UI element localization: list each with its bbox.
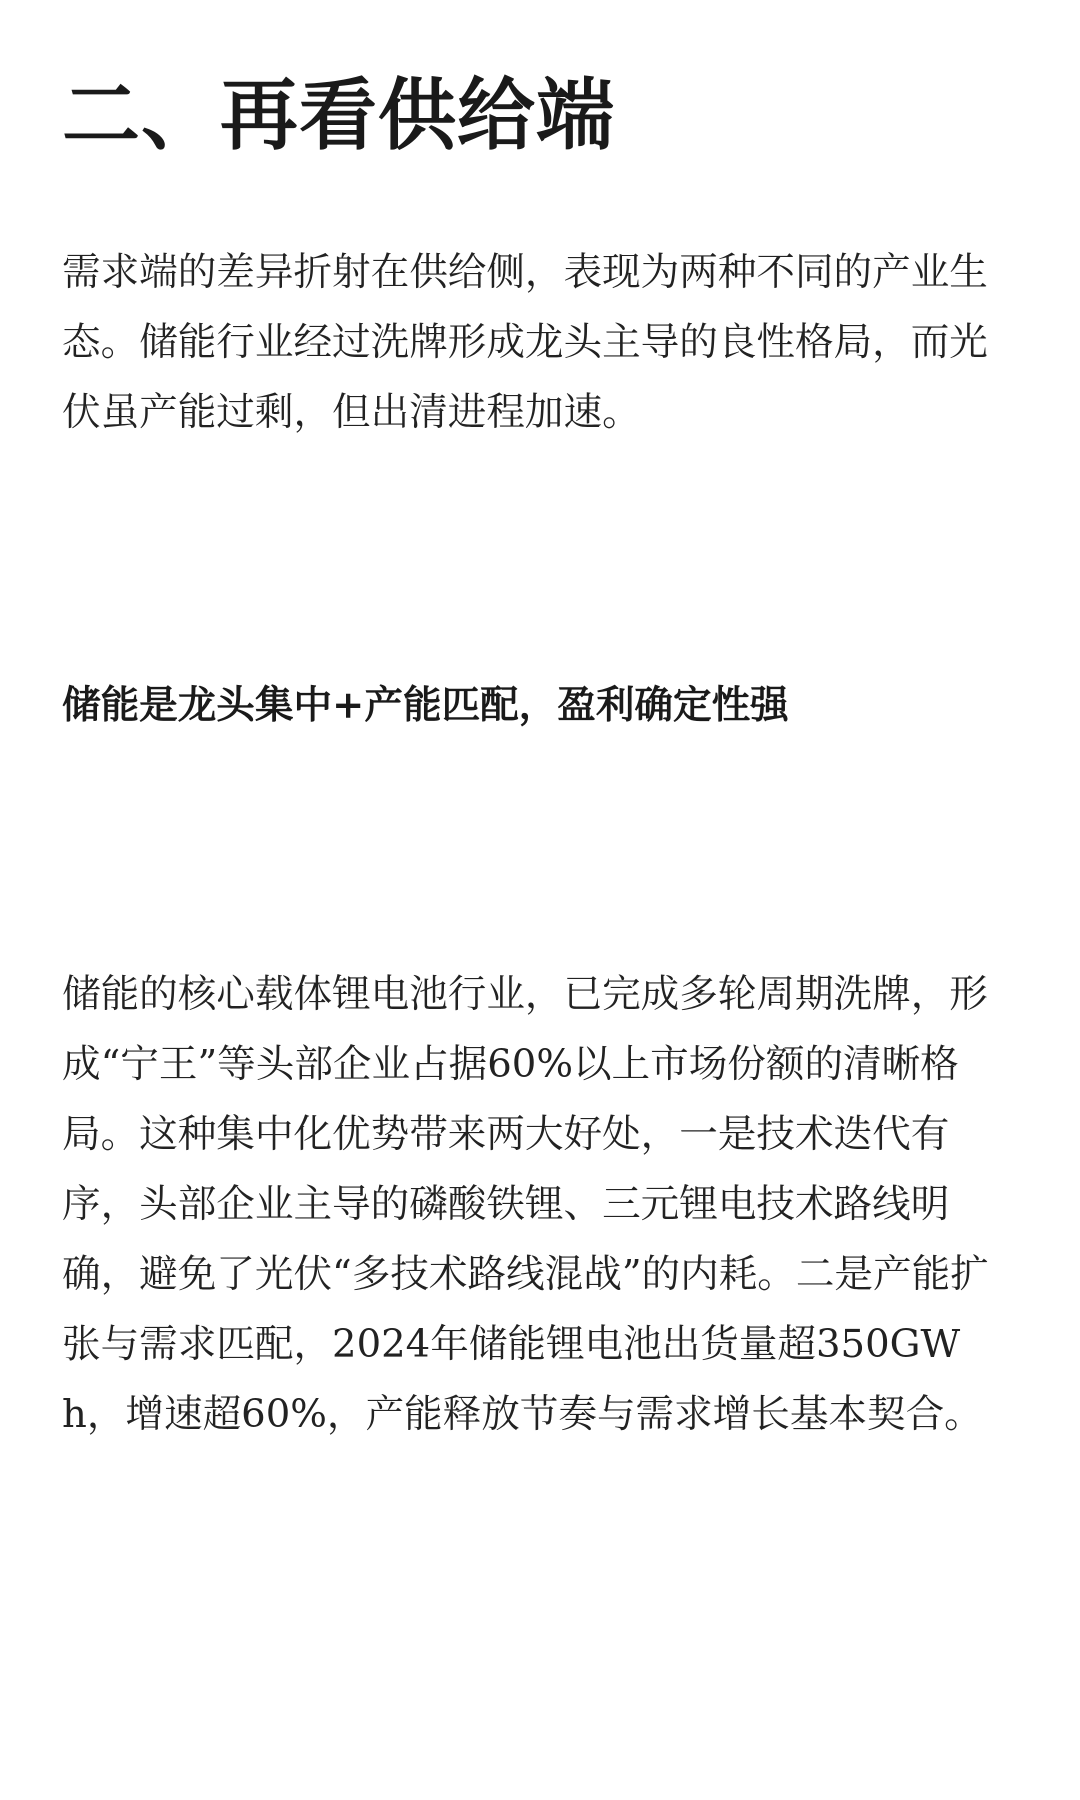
- section-title: 二、再看供给端: [62, 70, 616, 161]
- energy-storage-subheading: 储能是龙头集中+产能匹配，盈利确定性强: [62, 683, 789, 728]
- energy-storage-paragraph: 储能的核心载体锂电池行业，已完成多轮周期洗牌，形成“宁王”等头部企业占据60%以上市场份额的清晰格局。这种集中化优势带来两大好处，一是技术迭代有序，头部企业主导的磷酸铁锂、三元锂电技术路线明确，避免了光伏“多技术路线混战”的内耗。二是产能扩张与需求匹配，2024年储能锂电池出货量超350GWh，增速超60%，产能释放节奏与需求增长基本契合。: [62, 972, 989, 1437]
- intro-paragraph: 需求端的差异折射在供给侧，表现为两种不同的产业生态。储能行业经过洗牌形成龙头主导的良性格局，而光伏虽产能过剩，但出清进程加速。: [62, 250, 988, 435]
